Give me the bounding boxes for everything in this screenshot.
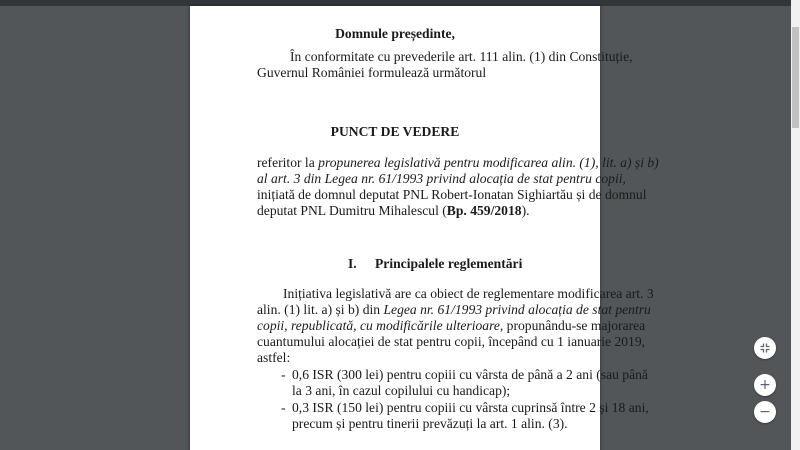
zoom-out-button[interactable] bbox=[754, 401, 776, 423]
body-line-1: Inițiativa legislativă are ca obiect de reglementare modificarea art. 3 bbox=[283, 286, 654, 301]
fit-to-page-button[interactable] bbox=[754, 337, 776, 359]
intro-line-1: În conformitate cu prevederile art. 111 alin. (1) din Constituție, bbox=[290, 49, 633, 64]
body-line-2 bbox=[257, 302, 651, 318]
reference-authors: deputat PNL Dumitru Mihalescul ( bbox=[257, 203, 447, 218]
reference-title-part-1: propunerea legislativă pentru modificarea alin. (1), lit. a) și b) bbox=[318, 155, 659, 170]
reference-line-1 bbox=[257, 155, 659, 171]
bullet-dash: - bbox=[281, 367, 286, 382]
body-line-4: cuantumului alocației de stat pentru copii, începând cu 1 ianuarie 2019, bbox=[257, 334, 646, 349]
law-title-continued: copii, republicată, cu modificările ulterioare, bbox=[257, 318, 504, 333]
reference-line-3: inițiată de domnul deputat PNL Robert-Ionatan Sighiartău și de domnul bbox=[257, 187, 647, 202]
section-number: I. bbox=[348, 256, 357, 271]
reference-line-4 bbox=[257, 203, 530, 219]
intro-line-2: Guvernul României formulează următorul bbox=[257, 65, 487, 80]
vertical-scrollbar[interactable] bbox=[791, 0, 800, 450]
body-line-3 bbox=[257, 318, 646, 334]
document-heading: PUNCT DE VEDERE bbox=[330, 124, 460, 139]
fit-to-page-icon bbox=[760, 343, 770, 353]
body-line-2-text: alin. (1) lit. a) și b) din bbox=[257, 302, 384, 317]
salutation: Domnule președinte, bbox=[335, 26, 455, 41]
bullet-line-1: 0,3 ISR (150 lei) pentru copiii cu vârsta cuprinsă între 2 și 18 ani, bbox=[292, 400, 649, 415]
law-title: Legea nr. 61/1993 privind alocația de stat pentru bbox=[383, 302, 651, 317]
reference-end: ). bbox=[521, 203, 530, 218]
bullet-line-2: la 3 ani, în cazul copilului cu handicap); bbox=[292, 383, 511, 398]
zoom-in-button[interactable] bbox=[754, 374, 776, 396]
bill-number: Bp. 459/2018 bbox=[446, 203, 522, 218]
minus-icon: − bbox=[759, 404, 771, 420]
section-title: Principalele reglementări bbox=[375, 256, 523, 271]
document-page bbox=[190, 6, 659, 450]
body-line-5: astfel: bbox=[257, 350, 291, 365]
scrollbar-thumb[interactable] bbox=[792, 27, 799, 128]
body-line-3-text: propunându-se majorarea bbox=[503, 318, 646, 333]
reference-line-2: al art. 3 din Legea nr. 61/1993 privind alocația de stat pentru copii, bbox=[257, 171, 626, 186]
plus-icon: + bbox=[759, 377, 771, 393]
reference-prefix: referitor la bbox=[257, 155, 319, 170]
bullet-dash: - bbox=[281, 400, 286, 415]
bullet-line-1: 0,6 ISR (300 lei) pentru copiii cu vârsta de până a 2 ani (sau până bbox=[292, 367, 648, 382]
bullet-line-2: precum și pentru tinerii prevăzuți la art. 1 alin. (3). bbox=[292, 416, 568, 431]
